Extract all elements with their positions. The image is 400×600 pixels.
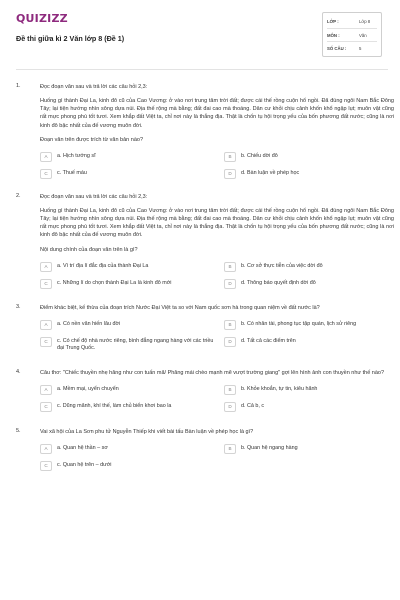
option-text: a. Vì trí địa lí đắc địa của thành Đại La — [57, 262, 149, 269]
option-text: a. Mềm mại, uyển chuyển — [57, 385, 119, 392]
answer-option[interactable] — [224, 279, 400, 289]
answer-option[interactable] — [40, 279, 224, 289]
option-text: a. Hịch tướng sĩ — [57, 152, 96, 159]
question-1 — [16, 83, 400, 179]
header-left — [16, 12, 124, 43]
option-letter: C — [40, 169, 52, 179]
meta-row-subject — [327, 28, 377, 41]
question-passage: Huống gì thành Đại La, kinh đô cũ của Cao Vương: ở vào nơi trung tâm trời đất; được cái thế rồng cuộn hổ ngồi. Đã đúng ngôi Nam Bắc Đông Tây; lại tiện hướng nhìn sông dựa núi. Địa thế rộng mà bằng; đất đai cao mà thoáng. Dân cư khỏi chịu cảnh khốn khổ ngập lụt; muôn vật cũng rất mực phong phú tốt tươi. Xem khắp đất Việt ta, chỉ nơi này là thắng địa. Thật là chốn tụ hội trọng yếu của bốn phương đất nước; cũng là nơi kinh đô bậc nhất của đế vương muôn đời. — [40, 98, 394, 129]
option-letter: A — [40, 152, 52, 162]
option-letter: C — [40, 402, 52, 412]
option-text: d. Tất cả các điểm trên — [241, 337, 296, 344]
option-text: c. Dũng mãnh, khí thế, làm chủ biển khơi bao la — [57, 402, 172, 409]
option-text: d. Thông báo quyết định dời đô — [241, 279, 316, 286]
option-letter: B — [224, 320, 236, 330]
question-number: 2. — [16, 192, 21, 199]
question-3 — [16, 304, 400, 353]
option-text: c. Có chế độ nhà nước riêng, bình đẳng ngang hàng với các triều đại Trung Quốc. — [57, 337, 214, 352]
answer-option[interactable] — [40, 385, 224, 395]
meta-value: Văn — [359, 32, 367, 38]
meta-box — [322, 12, 382, 57]
question-prompt: Đoạn văn trên được trích từ văn bản nào? — [40, 136, 144, 143]
answer-option[interactable] — [224, 385, 400, 395]
meta-key: SỐ CÂU : — [327, 45, 347, 51]
question-number: 3. — [16, 303, 21, 310]
answer-option[interactable] — [40, 320, 224, 330]
option-text: b. Quan hệ ngang hàng — [241, 444, 298, 451]
answer-option[interactable] — [224, 444, 400, 454]
option-text: a. Có nền văn hiến lâu đời — [57, 320, 121, 327]
option-letter: B — [224, 385, 236, 395]
option-text: b. Khỏe khoắn, tự tin, kiêu hãnh — [241, 385, 318, 392]
option-text: d. Cả b, c — [241, 402, 265, 409]
answer-option[interactable] — [40, 262, 224, 272]
meta-key: LỚP : — [327, 19, 339, 24]
option-letter: A — [40, 262, 52, 272]
answer-option[interactable] — [224, 320, 400, 330]
answer-options — [40, 444, 400, 471]
meta-value: Lớp 8 — [359, 19, 371, 24]
answer-option[interactable] — [224, 169, 400, 179]
option-letter: A — [40, 320, 52, 330]
option-letter: A — [40, 444, 52, 454]
option-letter: D — [224, 169, 236, 179]
option-letter: B — [224, 444, 236, 454]
meta-row-question-count — [327, 41, 377, 54]
option-text: b. Chiếu dời đô — [241, 152, 278, 159]
question-prompt: Nội dung chính của đoạn văn trên là gì? — [40, 246, 138, 253]
question-2 — [16, 193, 400, 289]
option-text: d. Bàn luận về phép học — [241, 169, 300, 176]
option-text: a. Quan hệ thần – sơ — [57, 444, 108, 451]
option-text: c. Quan hệ trên – dưới — [57, 461, 112, 468]
answer-option[interactable] — [40, 169, 224, 179]
answer-options — [40, 385, 400, 412]
answer-option[interactable] — [40, 152, 224, 162]
meta-value: 5 — [359, 45, 362, 51]
answer-option[interactable] — [224, 337, 400, 353]
answer-option[interactable] — [40, 444, 224, 454]
option-letter: B — [224, 152, 236, 162]
option-letter: B — [224, 262, 236, 272]
answer-option[interactable] — [224, 402, 400, 412]
question-text: Vai xã hội của La Sơn phu tử Nguyễn Thiếp khi viết bài tấu Bàn luận về phép học là gì? — [40, 428, 254, 435]
quizizz-logo: QUIZIZZ — [16, 12, 68, 25]
option-text: b. Cơ sở thực tiễn của việc dời đô — [241, 262, 323, 269]
question-5 — [16, 428, 400, 471]
option-letter: C — [40, 461, 52, 471]
option-letter: D — [224, 337, 236, 347]
meta-row-class — [327, 15, 377, 28]
question-passage: Huống gì thành Đại La, kinh đô cũ của Cao Vương: ở vào nơi trung tâm trời đất; được cái thế rồng cuộn hổ ngồi. Đã đúng ngôi Nam Bắc Đông Tây; lại tiện hướng nhìn sông dựa núi. Địa thế rộng mà bằng; đất đai cao mà thoáng. Dân cư khỏi chịu cảnh khốn khổ ngập lụt; muôn vật cũng rất mực phong phú tốt tươi. Xem khắp đất Việt ta, chỉ nơi này là thắng địa. Thật là chốn tụ hội trọng yếu của bốn phương đất nước; cũng là nơi kinh đô bậc nhất của đế vương muôn đời. — [40, 207, 394, 239]
question-text: Điểm khác biệt, kế thừa của đoạn trích Nước Đại Việt ta so với Nam quốc sơn hà trong quan niệm về đất nước là? — [40, 304, 320, 311]
answer-option[interactable] — [224, 152, 400, 162]
question-text: Đọc đoạn văn sau và trả lời các câu hỏi 2,3: — [40, 193, 148, 200]
option-letter: C — [40, 279, 52, 289]
answer-options — [40, 262, 400, 289]
answer-option[interactable] — [40, 337, 224, 353]
answer-options — [40, 320, 400, 353]
option-text: c. Thuế máu — [57, 169, 87, 176]
question-number: 1. — [16, 83, 21, 89]
page-title: Đề thi giữa kì 2 Văn lớp 8 (Đề 1) — [16, 34, 125, 43]
question-text: Câu thơ: "Chiếc thuyền nhẹ hăng như con tuấn mã/ Phăng mái chèo mạnh mẽ vượt trường giang" gợi lên hình ảnh con thuyền như thế nào? — [40, 369, 385, 376]
question-4 — [16, 369, 400, 412]
question-text: Đọc đoạn văn sau và trả lời các câu hỏi 2,3: — [40, 84, 148, 90]
answer-options — [40, 152, 400, 179]
answer-option[interactable] — [40, 461, 224, 471]
header-divider — [16, 69, 388, 70]
option-letter: A — [40, 385, 52, 395]
option-letter: C — [40, 337, 52, 347]
option-letter: D — [224, 279, 236, 289]
question-number: 4. — [16, 368, 21, 375]
answer-option[interactable] — [40, 402, 224, 412]
worksheet-header — [16, 12, 384, 57]
answer-option[interactable] — [224, 262, 400, 272]
option-text: c. Những lí do chọn thành Đại La là kinh đô mới — [57, 279, 172, 286]
option-letter: D — [224, 402, 236, 412]
meta-key: MÔN : — [327, 32, 340, 38]
option-text: b. Có nhân tài, phong tục tập quán, lịch sử riêng — [241, 320, 357, 327]
question-number: 5. — [16, 427, 21, 434]
